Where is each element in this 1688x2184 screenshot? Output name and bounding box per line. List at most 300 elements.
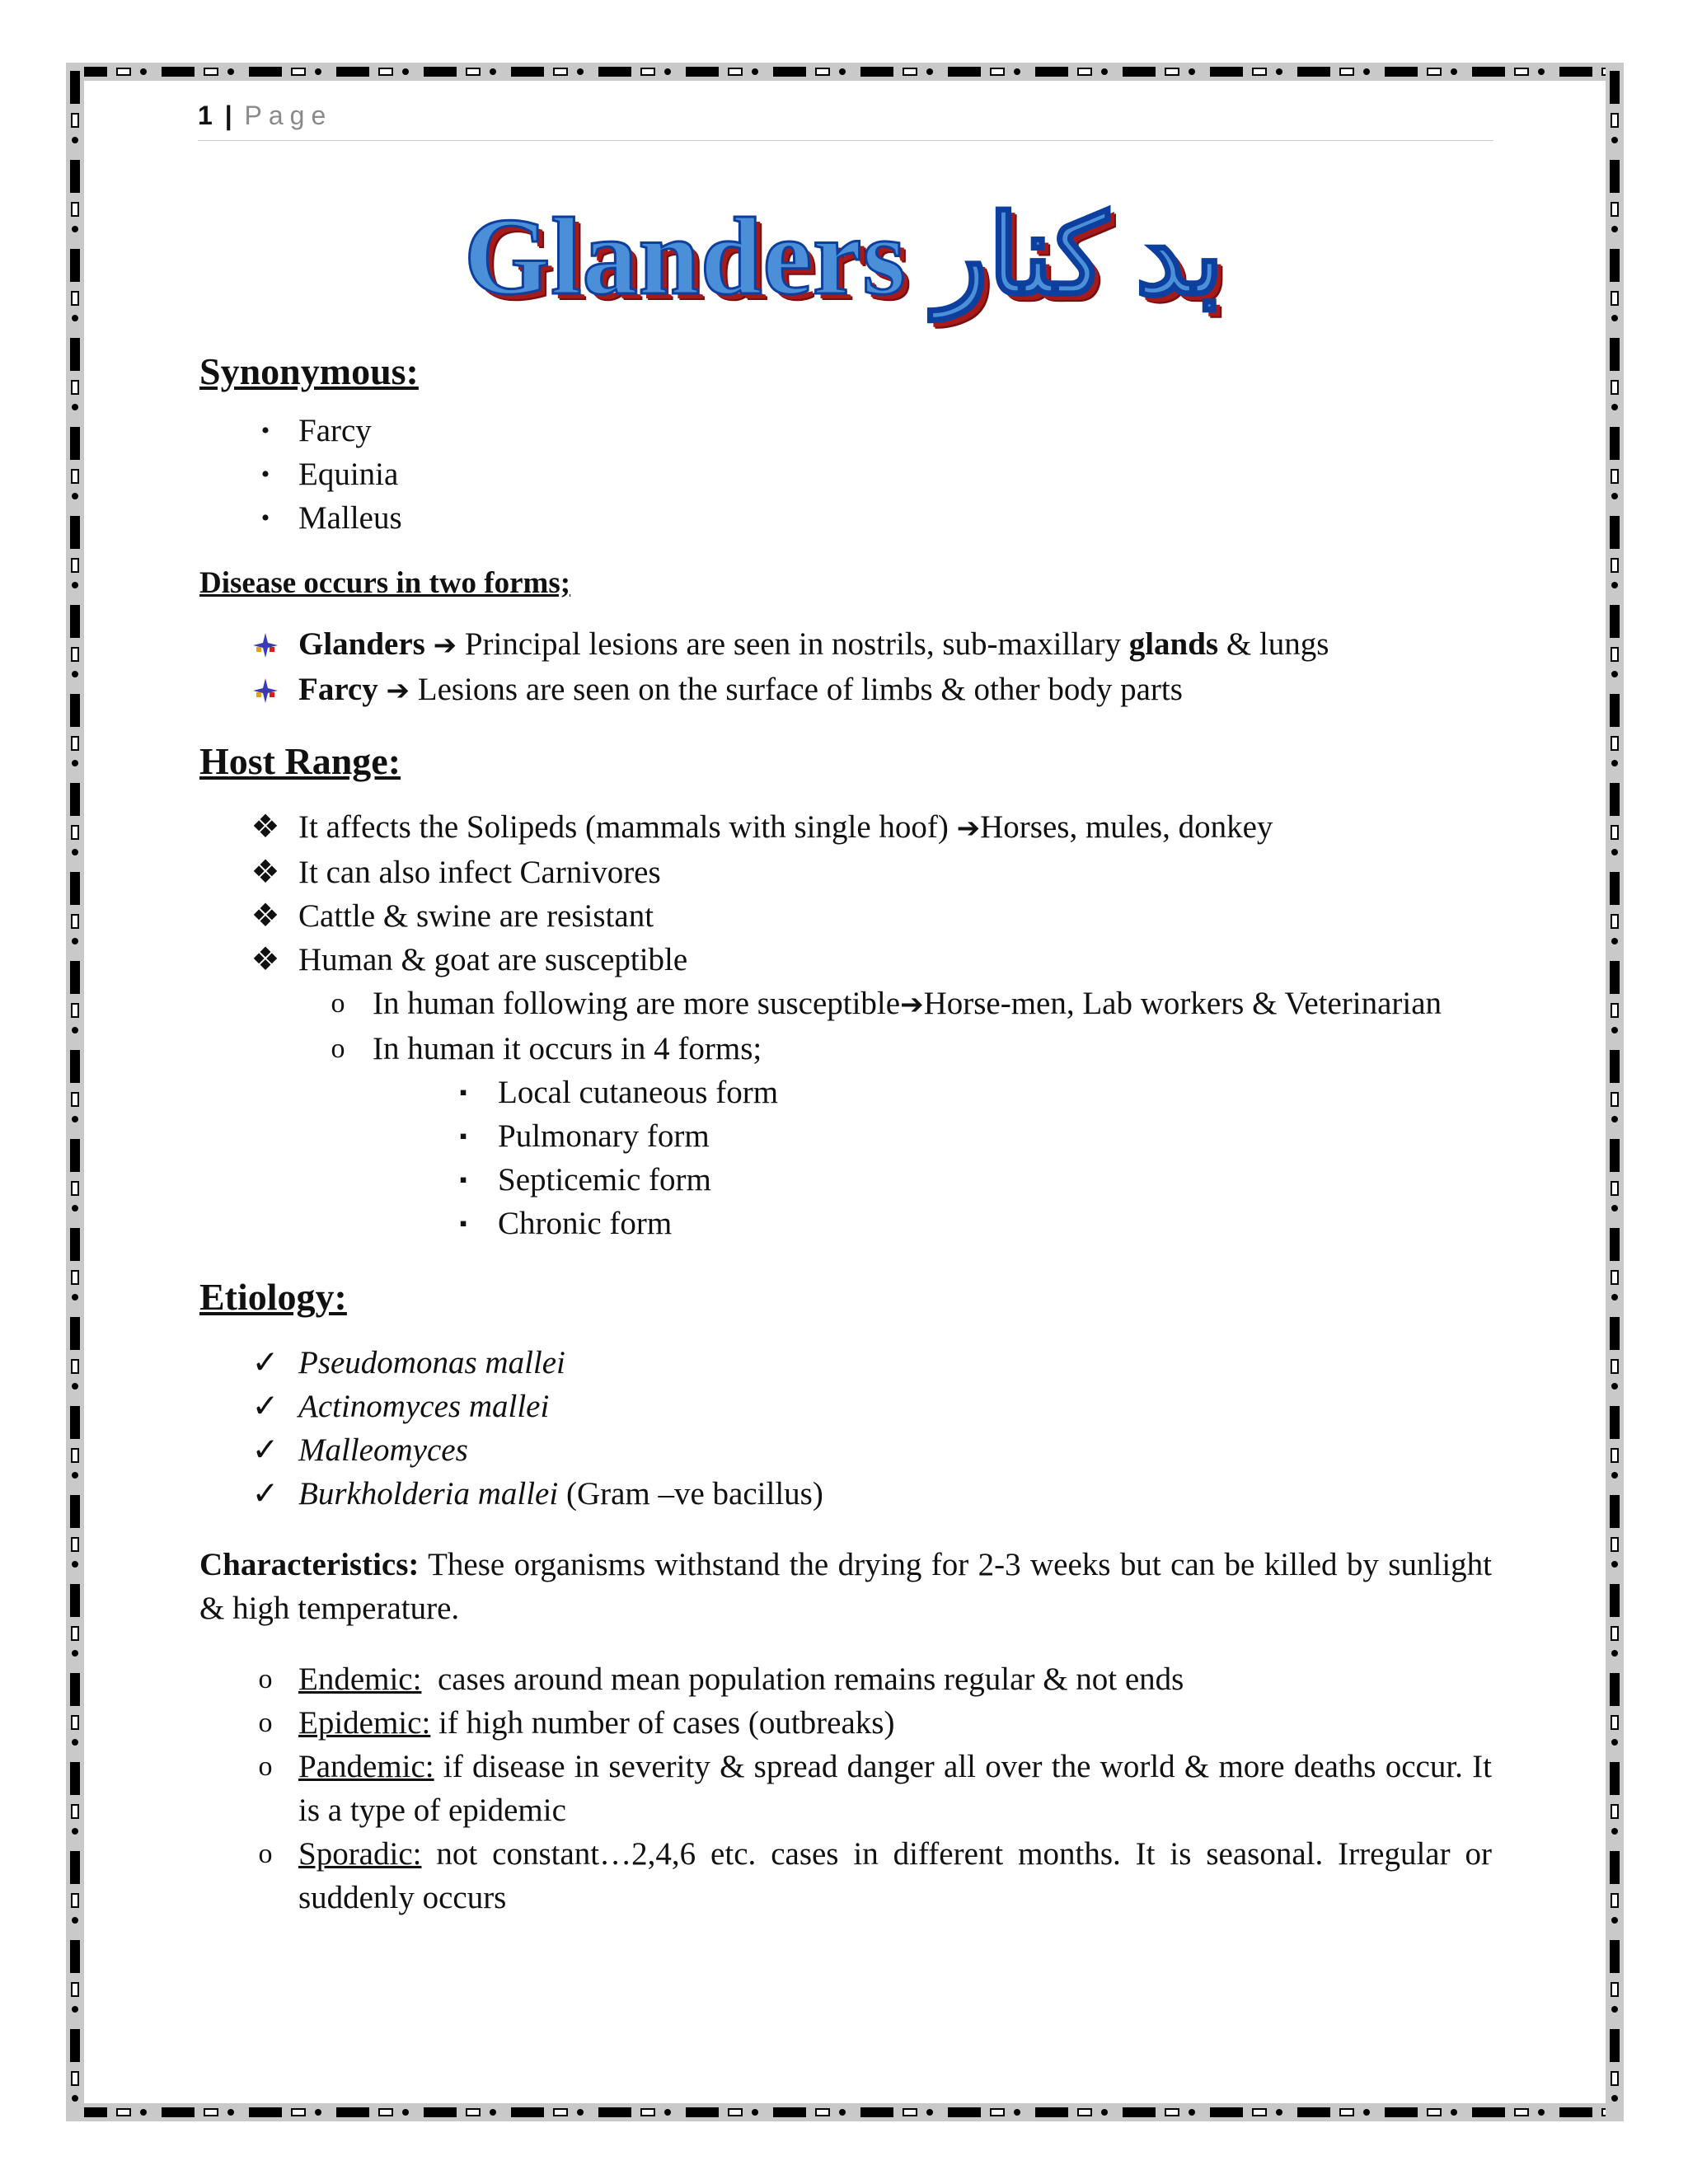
organism-name: Malleomyces [298,1432,468,1468]
list-item [199,452,1492,496]
border-dash [1610,1584,1620,1617]
synonym-text: Equinia [298,457,399,492]
border-dot [1611,849,1618,855]
border-box [816,2109,829,2116]
border-box [204,2109,218,2116]
border-dash [1610,516,1620,549]
border-dash [70,1851,80,1884]
document-title: Glanders بد کنار [463,195,1224,317]
border-dash [70,338,80,371]
border-dash [70,71,80,104]
list-item [199,496,1492,540]
border-box [1611,470,1618,483]
border-box [816,68,829,75]
border-box [1078,68,1091,75]
pattern-text: if high number of cases (outbreaks) [430,1705,895,1741]
synonyms-heading: Synonymous: [199,350,419,392]
border-dot [1101,68,1108,75]
border-dash [1610,1673,1620,1706]
synonym-text: Malleus [298,500,402,536]
border-dot [1611,1561,1618,1568]
border-dash [1610,427,1620,460]
right-arrow-icon: ➔ [386,674,410,707]
square-bullet-icon: ▪ [459,1168,467,1192]
border-box [467,68,480,75]
border-dot [1363,68,1370,75]
circle-bullet-icon: o [258,1751,273,1782]
form-text: Lesions are seen on the surface of limbs & other body parts [410,672,1183,707]
border-box [729,2109,742,2116]
border-dash [249,67,282,77]
border-dot [1611,1027,1618,1033]
border-dash [773,2107,806,2117]
border-dash [1610,1495,1620,1528]
border-dot [72,137,78,143]
square-bullet-icon: ▪ [459,1212,467,1235]
border-dash [162,67,195,77]
border-dot [1611,2095,1618,2102]
border-box [1515,68,1528,75]
border-dot [1538,2109,1545,2116]
border-dash [1610,1317,1620,1350]
border-pattern-bottom [66,2103,1624,2121]
border-box [72,1271,78,1284]
border-box [467,2109,480,2116]
border-dash [70,1050,80,1083]
border-box [1165,68,1179,75]
border-dash [1610,783,1620,816]
host-subtext: Horse-men, Lab workers & Veterinarian [923,986,1442,1021]
border-box [1611,1449,1618,1462]
border-box [72,1182,78,1195]
border-dash [598,67,631,77]
border-dot [1611,2006,1618,2013]
four-point-star-icon [249,668,282,711]
form-text: Principal lesions are seen in nostrils, sub-maxillary [457,626,1129,662]
border-dash [70,1317,80,1350]
border-dot [1611,760,1618,766]
border-dash [1123,67,1156,77]
pattern-term: Pandemic: [298,1749,434,1784]
border-dash [1610,1139,1620,1172]
patterns-list [199,1657,1492,1919]
list-item [199,1428,1492,1472]
pattern-term: Endemic: [298,1661,422,1697]
diamond-bullet-icon: ❖ [251,942,280,977]
border-box [72,915,78,928]
list-item [199,1745,1492,1832]
circle-bullet-icon: o [258,1708,273,1738]
border-dash [1123,2107,1156,2117]
border-dot [839,2109,846,2116]
list-item [199,668,1492,713]
border-dot [1611,938,1618,944]
border-box [72,470,78,483]
page-border-left [66,63,84,2121]
check-icon: ✓ [251,1389,279,1424]
right-arrow-icon: ➔ [900,988,924,1021]
border-dot [1611,1828,1618,1835]
border-box [1515,2109,1528,2116]
border-dash [70,2029,80,2062]
border-dash [1610,1050,1620,1083]
border-box [72,1538,78,1551]
border-dot [1189,68,1195,75]
border-dot [72,404,78,410]
organism-name: Pseudomonas mallei [298,1345,565,1380]
forms-heading: Disease occurs in two forms; [199,566,571,600]
host-range-heading: Host Range: [199,740,401,782]
host-text: Cattle & swine are resistant [298,898,654,934]
border-dot [752,68,758,75]
border-dash [511,67,544,77]
border-dot [72,1472,78,1479]
border-box [1611,381,1618,394]
border-dot [1189,2109,1195,2116]
diamond-bullet-icon: ❖ [251,809,280,845]
etiology-list [199,1341,1492,1516]
border-pattern-right [1606,63,1624,2121]
list-item [199,1114,1492,1158]
border-dot [1611,1205,1618,1212]
border-dot [72,1917,78,1924]
border-dot [1611,137,1618,143]
page-number: 1 [198,101,213,130]
organism-note: (Gram –ve bacillus) [558,1476,823,1511]
border-dash [1610,338,1620,371]
border-dash [948,2107,981,2117]
border-box [72,1805,78,1818]
border-dash [1610,961,1620,994]
border-dash [1385,67,1418,77]
border-box [1428,2109,1441,2116]
border-dot [227,2109,234,2116]
border-box [72,1894,78,1907]
list-item [199,1385,1492,1428]
border-dot [72,1828,78,1835]
border-dash [336,2107,369,2117]
border-dot [577,68,584,75]
border-dash [1610,694,1620,727]
border-dot [839,68,846,75]
border-dot [664,2109,671,2116]
organism-name: Burkholderia mallei [298,1476,559,1511]
border-dash [1472,2107,1505,2117]
host-subtext: In human it occurs in 4 forms; [373,1031,762,1066]
border-dash [70,1940,80,1973]
border-dot [1451,68,1457,75]
border-dash [686,2107,719,2117]
border-dash [1610,1762,1620,1795]
border-dot [1611,1472,1618,1479]
border-dash [70,1673,80,1706]
border-dot [1276,2109,1282,2116]
border-box [72,381,78,394]
list-item [199,1027,1492,1071]
square-bullet-icon: ▪ [459,1080,467,1104]
page-border-top [66,63,1624,81]
border-box [72,1627,78,1640]
page-word: Page [244,101,333,130]
border-box [1078,2109,1091,2116]
border-dash [336,67,369,77]
border-dot [402,2109,409,2116]
border-dot [72,2006,78,2013]
border-dash [860,2107,893,2117]
border-dot [72,1739,78,1746]
list-item [199,1472,1492,1516]
border-dot [72,582,78,588]
border-dot [227,68,234,75]
border-dot [1451,2109,1457,2116]
border-dash [70,427,80,460]
border-dot [1611,1917,1618,1924]
form-term: Glanders [298,626,425,662]
border-dot [315,2109,321,2116]
bullet-disc-icon: • [260,417,270,444]
border-dot [140,68,147,75]
border-dot [72,1027,78,1033]
border-box [1611,114,1618,127]
document-body [199,346,1492,1919]
border-dash [70,605,80,638]
circle-bullet-icon: o [258,1664,273,1694]
pattern-text: cases around mean population remains regular & not ends [421,1661,1184,1697]
synonyms-list [199,409,1492,540]
border-dash [1559,67,1592,77]
host-range-list [199,805,1492,1245]
header-separator: | [224,101,232,130]
border-box [1611,1182,1618,1195]
border-box [72,1360,78,1373]
diamond-bullet-icon: ❖ [251,855,280,890]
border-dash [773,67,806,77]
border-box [554,68,567,75]
page-header [198,101,1493,141]
border-dash [598,2107,631,2117]
border-dash [70,160,80,193]
border-box [72,2072,78,2085]
border-dot [72,1116,78,1122]
border-box [1253,2109,1266,2116]
border-box [1611,1360,1618,1373]
list-item [199,851,1492,894]
border-dot [72,1561,78,1568]
border-dash [70,961,80,994]
border-box [72,826,78,839]
border-dot [664,68,671,75]
page-border-bottom [66,2103,1624,2121]
border-pattern-top [66,63,1624,81]
circle-bullet-icon: o [331,1033,345,1064]
border-box [72,737,78,750]
border-dash [70,1495,80,1528]
border-box [1611,648,1618,661]
border-box [1611,1093,1618,1106]
characteristics-label: Characteristics: [199,1547,420,1582]
border-dot [1611,1294,1618,1301]
border-box [903,2109,917,2116]
border-dash [249,2107,282,2117]
organism-name: Actinomyces mallei [298,1389,550,1424]
border-box [72,1983,78,1996]
border-dash [70,1139,80,1172]
border-box [204,68,218,75]
host-text: It can also infect Carnivores [298,855,661,890]
border-dot [72,1650,78,1657]
border-dot [926,2109,933,2116]
list-item [199,894,1492,938]
border-box [1611,1716,1618,1729]
border-box [1611,1538,1618,1551]
border-box [1611,1894,1618,1907]
form-term: Farcy [298,672,378,707]
border-box [379,68,392,75]
border-dot [72,1205,78,1212]
border-dot [577,2109,584,2116]
border-dash [70,1406,80,1439]
circle-bullet-icon: o [331,988,345,1019]
border-box [1253,68,1266,75]
border-dash [1472,67,1505,77]
border-box [1611,1805,1618,1818]
border-box [72,114,78,127]
host-text: It affects the Solipeds (mammals with single hoof) [298,809,957,845]
border-dot [490,68,496,75]
border-box [117,2109,130,2116]
border-dash [1035,2107,1068,2117]
host-text: Horses, mules, donkey [980,809,1273,845]
page-border-right [1606,63,1624,2121]
border-dash [1297,67,1330,77]
border-box [1611,1271,1618,1284]
right-arrow-icon: ➔ [433,629,457,662]
list-item [199,1701,1492,1745]
border-dash [1559,2107,1592,2117]
border-pattern-left [66,63,84,2121]
border-dot [926,68,933,75]
border-box [641,2109,654,2116]
border-dot [72,2095,78,2102]
border-dot [72,1383,78,1390]
host-subtext: In human following are more susceptible [373,986,901,1021]
list-item [199,409,1492,452]
border-box [903,68,917,75]
border-dash [70,1762,80,1795]
forms-list [199,622,1492,713]
list-item [199,982,1492,1027]
border-dot [490,2109,496,2116]
border-dash [686,67,719,77]
border-box [991,2109,1004,2116]
synonym-text: Farcy [298,413,372,448]
border-dash [162,2107,195,2117]
border-dash [1210,67,1243,77]
list-item [199,622,1492,668]
border-dot [72,849,78,855]
border-box [729,68,742,75]
check-icon: ✓ [251,1432,279,1468]
check-icon: ✓ [251,1476,279,1511]
border-box [292,2109,305,2116]
border-dash [1610,1940,1620,1973]
border-box [1340,68,1353,75]
border-dot [1014,68,1020,75]
border-dash [70,783,80,816]
border-dash [1610,160,1620,193]
border-dot [1014,2109,1020,2116]
border-dot [1101,2109,1108,2116]
diamond-bullet-icon: ❖ [251,898,280,934]
border-box [554,2109,567,2116]
characteristics-text: These organisms withstand the drying for 2-3 weeks but can be killed by sunlight & high temperature. [199,1547,1492,1626]
list-item [199,805,1492,851]
border-dash [70,694,80,727]
border-box [1340,2109,1353,2116]
border-box [72,559,78,572]
pattern-text: if disease in severity & spread danger all over the world & more deaths occur. It is a type of epidemic [298,1749,1492,1828]
border-box [72,1093,78,1106]
border-dash [1610,1228,1620,1261]
border-dash [70,872,80,905]
border-dash [1610,872,1620,905]
list-item [199,1657,1492,1701]
border-box [72,1004,78,1017]
border-dot [140,2109,147,2116]
pattern-term: Sporadic: [298,1836,422,1872]
border-dot [1611,1650,1618,1657]
border-dot [1538,68,1545,75]
border-box [72,648,78,661]
border-box [1611,915,1618,928]
border-dash [860,67,893,77]
border-dash [1035,67,1068,77]
list-item [199,1202,1492,1245]
border-box [641,68,654,75]
human-form-text: Septicemic form [498,1162,711,1197]
border-dot [1611,1383,1618,1390]
square-bullet-icon: ▪ [459,1124,467,1148]
border-dash [70,1228,80,1261]
form-bold-word: glands [1128,626,1219,662]
border-box [1611,559,1618,572]
border-box [991,68,1004,75]
border-dot [72,760,78,766]
border-dot [402,68,409,75]
border-dot [72,1294,78,1301]
border-dash [511,2107,544,2117]
border-dot [1611,582,1618,588]
list-item [199,1341,1492,1385]
border-dash [1610,1851,1620,1884]
border-dot [72,671,78,677]
border-dash [1385,2107,1418,2117]
border-box [1611,737,1618,750]
border-dot [1611,1116,1618,1122]
border-dash [70,516,80,549]
border-box [1611,2072,1618,2085]
border-dot [315,68,321,75]
border-dash [424,67,457,77]
border-box [1428,68,1441,75]
border-dash [1610,605,1620,638]
border-box [72,1449,78,1462]
border-dash [1610,1406,1620,1439]
border-dash [1610,2029,1620,2062]
characteristics-paragraph [199,1543,1492,1630]
human-form-text: Chronic form [498,1206,673,1241]
border-dot [1611,404,1618,410]
